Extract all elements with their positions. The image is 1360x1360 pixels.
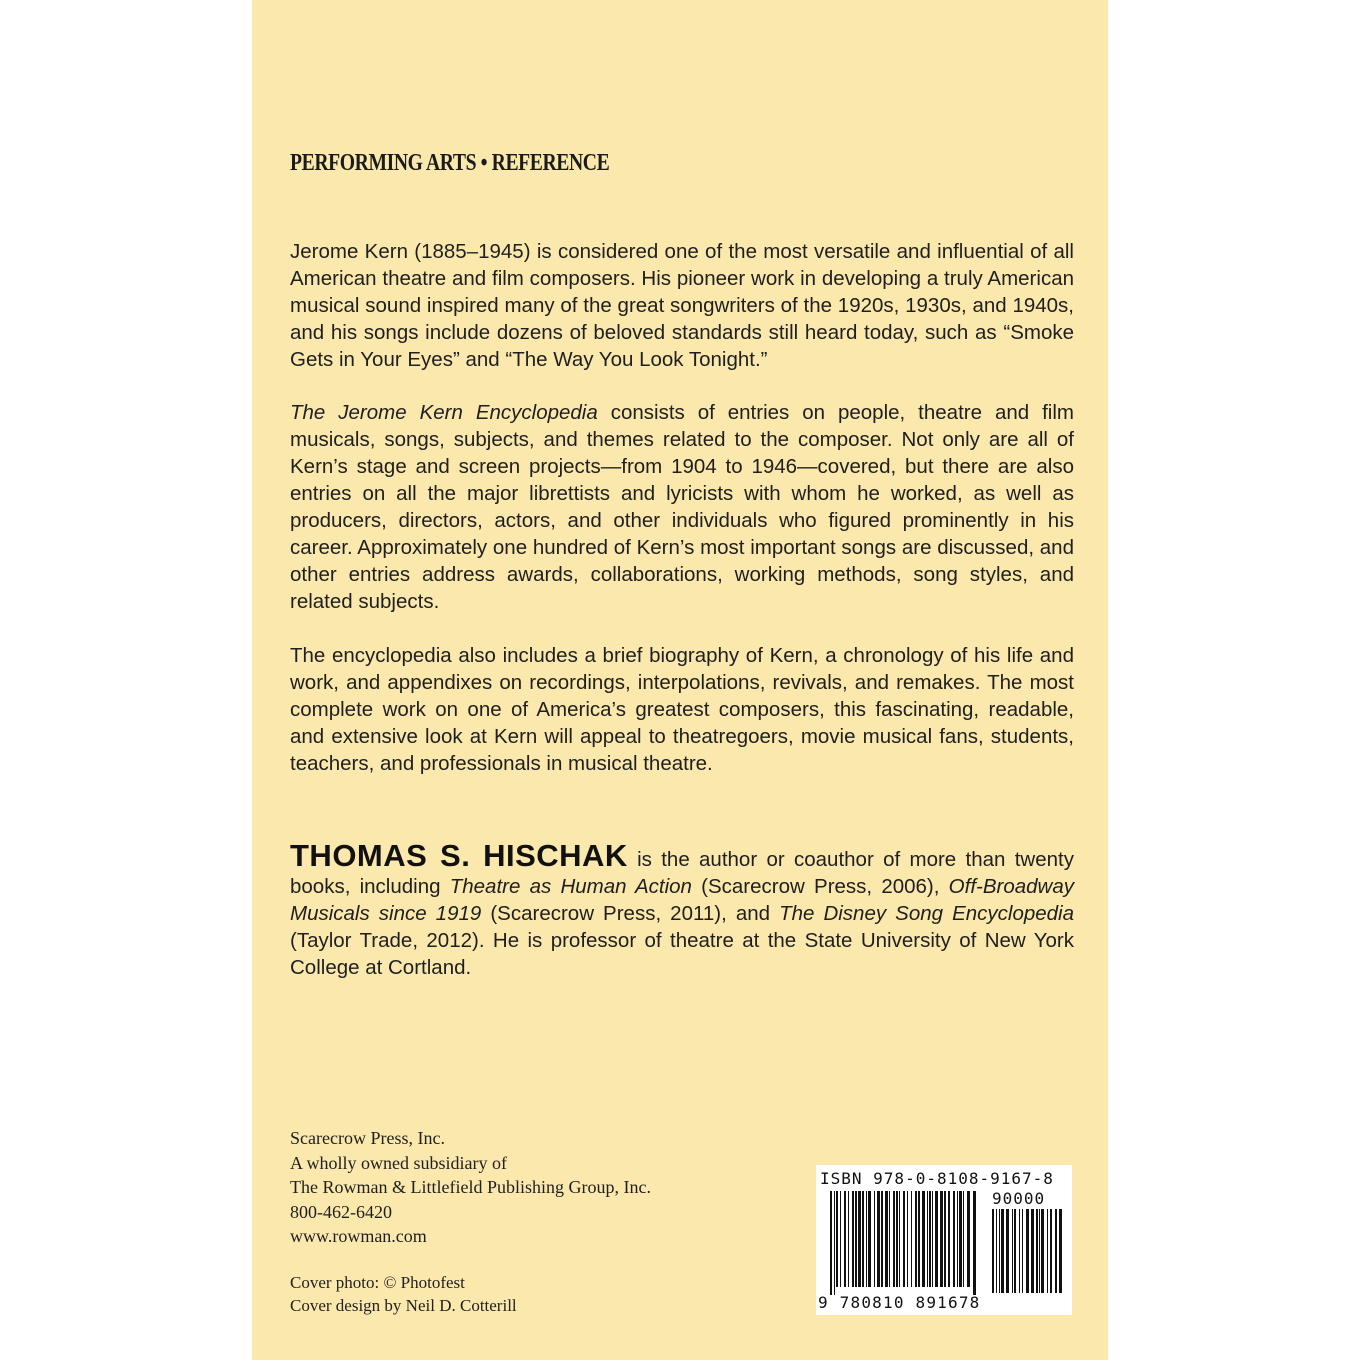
author-bio — [290, 838, 1075, 981]
isbn-barcode — [816, 1165, 1072, 1315]
publisher-phone: 800-462-6420 — [290, 1201, 392, 1222]
publisher-website[interactable]: www.rowman.com — [290, 1226, 427, 1246]
bio-text-2: (Scarecrow Press, 2006), — [691, 875, 949, 898]
bio-book-3: The Disney Song Encyclopedia — [779, 902, 1075, 925]
isbn-label: ISBN 978-0-8108-9167-8 — [820, 1169, 1054, 1188]
publisher-subsidiary: A wholly owned subsidiary of — [290, 1152, 507, 1173]
description-paragraph-2 — [290, 399, 1074, 615]
design-credit: Cover design by Neil D. Cotterill — [290, 1295, 517, 1315]
publisher-info — [290, 1126, 651, 1249]
book-title: The Jerome Kern Encyclopedia — [290, 401, 598, 424]
author-name: THOMAS S. HISCHAK — [290, 838, 628, 873]
bio-text-1: is the author or coauthor of more than twenty books, including — [290, 848, 1074, 898]
barcode-digits: 9 780810 891678 — [818, 1293, 981, 1312]
cover-credits — [290, 1272, 517, 1317]
category-label: PERFORMING ARTS • REFERENCE — [290, 150, 610, 176]
bio-book-2: Off-Broadway Musicals since 1919 — [290, 875, 1074, 925]
bio-book-1: Theatre as Human Action — [449, 875, 692, 898]
description-paragraph-3: The encyclopedia also includes a brief biography of Kern, a chronology of his life and work, and appendixes on recordings, interpolations, revivals, and remakes. The most complete work on one of America’s greatest composers, this fascinating, readable, and extensive look at Kern will appeal to theatregoers, movie musical fans, students, teachers, and professionals in musical theatre. — [290, 644, 1074, 775]
bio-text-4: (Taylor Trade, 2012). He is professor of theatre at the State University of New York College at Cortland. — [290, 929, 1074, 979]
description-paragraph-1: Jerome Kern (1885–1945) is considered one of the most versatile and influential of all American theatre and film composers. His pioneer work in developing a truly American musical sound inspired many of the great songwriters of the 1920s, 1930s, and 1940s, and his songs include dozens of beloved standards still heard today, such as “Smoke Gets in Your Eyes” and “The Way You Look Tonight.” — [290, 240, 1074, 371]
publisher-parent: The Rowman & Littlefield Publishing Group, Inc. — [290, 1177, 651, 1197]
price-addon: 90000 — [992, 1189, 1046, 1208]
publisher-name: Scarecrow Press, Inc. — [290, 1128, 445, 1148]
bio-text-3: (Scarecrow Press, 2011), and — [481, 902, 780, 925]
main-barcode — [830, 1191, 976, 1295]
back-cover — [252, 0, 1108, 1360]
addon-barcode — [992, 1209, 1062, 1293]
photo-credit: Cover photo: © Photofest — [290, 1273, 465, 1292]
paragraph-2-text: consists of entries on people, theatre and film musicals, songs, subjects, and themes related to the composer. Not only are all of Kern’s stage and screen projects—from 1904 to 1946—covered, but there are also entries on all the major librettists and lyricists with whom he worked, as well as producers, directors, actors, and other individuals who figured prominently in his career. Approximately one hundred of Kern’s most important songs are discussed, and other entries address awards, collaborations, working methods, song styles, and related subjects. — [290, 401, 1074, 613]
